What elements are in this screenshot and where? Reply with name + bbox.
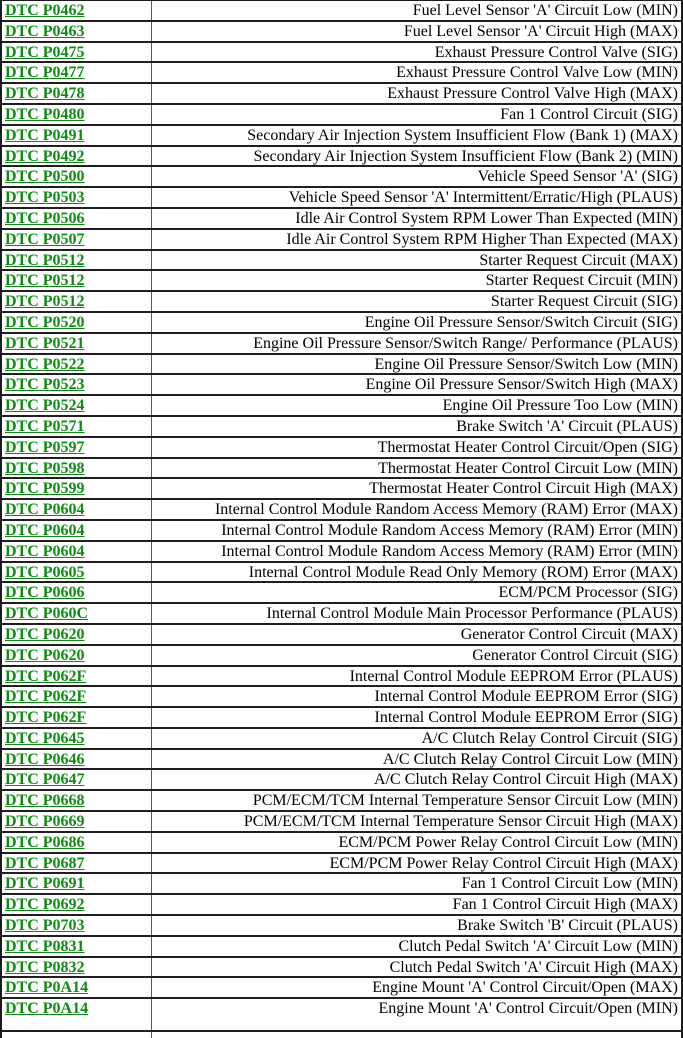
dtc-code-cell xyxy=(2,999,152,1030)
dtc-code-link[interactable]: DTC P060C xyxy=(5,605,89,623)
dtc-code-cell xyxy=(2,667,152,686)
dtc-code-cell xyxy=(2,126,152,145)
dtc-code-link[interactable]: DTC P0668 xyxy=(5,792,85,810)
dtc-code-link[interactable]: DTC P062F xyxy=(5,688,87,706)
dtc-code-link[interactable]: DTC P0463 xyxy=(5,22,85,40)
dtc-code-cell xyxy=(2,604,152,623)
dtc-code-cell xyxy=(2,937,152,956)
dtc-code-cell xyxy=(2,625,152,644)
dtc-code-cell xyxy=(2,500,152,519)
table-row xyxy=(2,292,681,313)
dtc-code-link[interactable]: DTC P0692 xyxy=(5,896,85,914)
dtc-code-cell xyxy=(2,251,152,270)
table-row xyxy=(2,63,681,84)
dtc-code-cell xyxy=(2,292,152,311)
dtc-code-link[interactable]: DTC P0500 xyxy=(5,168,85,186)
table-row xyxy=(2,355,681,376)
dtc-description: Thermostat Heater Control Circuit/Open (SIG) xyxy=(377,438,678,456)
dtc-description: Internal Control Module EEPROM Error (PLAUS) xyxy=(349,667,678,685)
table-row xyxy=(2,895,681,916)
dtc-code-cell xyxy=(2,583,152,602)
dtc-code-link[interactable]: DTC P0478 xyxy=(5,85,85,103)
table-row xyxy=(2,854,681,875)
dtc-description: A/C Clutch Relay Control Circuit Low (MIN) xyxy=(382,750,678,768)
dtc-code-link[interactable]: DTC P062F xyxy=(5,667,87,685)
dtc-description: ECM/PCM Power Relay Control Circuit Low (MIN) xyxy=(338,833,678,851)
dtc-code-link[interactable]: DTC P0604 xyxy=(5,542,85,560)
dtc-code-cell xyxy=(2,355,152,374)
dtc-code-link[interactable]: DTC P0703 xyxy=(5,917,85,935)
dtc-code-cell xyxy=(2,375,152,394)
dtc-description: Internal Control Module EEPROM Error (SIG) xyxy=(374,688,678,706)
dtc-description: Engine Oil Pressure Too Low (MIN) xyxy=(442,397,678,415)
table-row xyxy=(2,375,681,396)
dtc-description: Brake Switch 'A' Circuit (PLAUS) xyxy=(456,417,678,435)
table-row xyxy=(2,916,681,937)
dtc-description: Engine Oil Pressure Sensor/Switch High (MAX) xyxy=(365,376,678,394)
table-row xyxy=(2,542,681,563)
dtc-description: Starter Request Circuit (SIG) xyxy=(490,293,678,311)
dtc-code-link[interactable]: DTC P062F xyxy=(5,709,87,727)
table-row xyxy=(2,334,681,355)
dtc-code-link[interactable]: DTC P0477 xyxy=(5,64,85,82)
table-row xyxy=(2,396,681,417)
dtc-code-link[interactable]: DTC P0522 xyxy=(5,355,85,373)
table-row xyxy=(2,84,681,105)
dtc-description: Exhaust Pressure Control Valve Low (MIN) xyxy=(396,64,678,82)
dtc-code-cell xyxy=(2,812,152,831)
dtc-description: Fan 1 Control Circuit Low (MIN) xyxy=(461,875,678,893)
dtc-description: Internal Control Module EEPROM Error (SIG) xyxy=(374,709,678,727)
dtc-description: Vehicle Speed Sensor 'A' (SIG) xyxy=(477,168,678,186)
table-row xyxy=(2,1,681,22)
dtc-code-link[interactable]: DTC P0507 xyxy=(5,230,85,248)
dtc-code-cell xyxy=(2,313,152,332)
dtc-description: Internal Control Module Random Access Memory (RAM) Error (MIN) xyxy=(221,521,678,539)
dtc-code-cell xyxy=(2,84,152,103)
dtc-description: Generator Control Circuit (MAX) xyxy=(460,625,678,643)
table-row xyxy=(2,625,681,646)
table-row xyxy=(2,43,681,64)
dtc-code-cell xyxy=(2,958,152,977)
dtc-description: Engine Mount 'A' Control Circuit/Open (MAX) xyxy=(372,979,678,997)
dtc-code-cell xyxy=(2,43,152,62)
partial-row-cutoff xyxy=(2,1032,681,1038)
dtc-description: Secondary Air Injection System Insufficient Flow (Bank 1) (MAX) xyxy=(247,126,678,144)
dtc-description: Engine Mount 'A' Control Circuit/Open (MIN) xyxy=(378,1000,678,1018)
dtc-code-link[interactable]: DTC P0598 xyxy=(5,459,85,477)
dtc-code-cell xyxy=(2,791,152,810)
dtc-code-cell xyxy=(2,334,152,353)
dtc-code-cell xyxy=(2,438,152,457)
dtc-code-cell xyxy=(2,978,152,997)
dtc-code-cell xyxy=(2,895,152,914)
table-row xyxy=(2,833,681,854)
dtc-description: Internal Control Module Random Access Memory (RAM) Error (MIN) xyxy=(221,542,678,560)
dtc-description: Starter Request Circuit (MAX) xyxy=(479,251,678,269)
table-row xyxy=(2,105,681,126)
dtc-code-cell xyxy=(2,521,152,540)
table-row xyxy=(2,999,681,1032)
table-row xyxy=(2,188,681,209)
dtc-code-link[interactable]: DTC P0512 xyxy=(5,293,85,311)
dtc-code-link[interactable]: DTC P0512 xyxy=(5,251,85,269)
table-row xyxy=(2,563,681,584)
dtc-code-link[interactable]: DTC P0492 xyxy=(5,147,85,165)
table-row xyxy=(2,167,681,188)
dtc-code-cell xyxy=(2,209,152,228)
dtc-description: Fuel Level Sensor 'A' Circuit Low (MIN) xyxy=(412,2,678,19)
table-row xyxy=(2,147,681,168)
table-row xyxy=(2,521,681,542)
dtc-description: Fan 1 Control Circuit (SIG) xyxy=(500,105,678,123)
dtc-description: Exhaust Pressure Control Valve High (MAX) xyxy=(387,85,678,103)
dtc-description: A/C Clutch Relay Control Circuit High (MAX) xyxy=(374,771,678,789)
dtc-description: Internal Control Module Main Processor Performance (PLAUS) xyxy=(266,605,678,623)
dtc-code-link[interactable]: DTC P0832 xyxy=(5,958,85,976)
table-row xyxy=(2,604,681,625)
dtc-code-cell xyxy=(2,459,152,478)
dtc-code-link[interactable]: DTC P0520 xyxy=(5,313,85,331)
dtc-description: Secondary Air Injection System Insufficient Flow (Bank 2) (MIN) xyxy=(253,147,678,165)
dtc-description: ECM/PCM Processor (SIG) xyxy=(498,584,678,602)
dtc-description: Fan 1 Control Circuit High (MAX) xyxy=(452,896,678,914)
dtc-code-cell xyxy=(2,167,152,186)
dtc-code-link[interactable]: DTC P0A14 xyxy=(5,979,89,997)
table-row xyxy=(2,209,681,230)
dtc-code-link[interactable]: DTC P0669 xyxy=(5,813,85,831)
dtc-code-link[interactable]: DTC P0647 xyxy=(5,771,85,789)
dtc-code-cell xyxy=(2,1,152,20)
dtc-code-link[interactable]: DTC P0512 xyxy=(5,272,85,290)
dtc-code-link[interactable]: DTC P0480 xyxy=(5,105,85,123)
table-row xyxy=(2,874,681,895)
dtc-code-link[interactable]: DTC P0597 xyxy=(5,438,85,456)
table-row xyxy=(2,791,681,812)
table-row xyxy=(2,230,681,251)
dtc-code-link[interactable]: DTC P0645 xyxy=(5,729,85,747)
dtc-code-cell xyxy=(2,188,152,207)
dtc-code-link[interactable]: DTC P0691 xyxy=(5,875,85,893)
dtc-code-cell xyxy=(2,833,152,852)
table-row xyxy=(2,750,681,771)
dtc-description: PCM/ECM/TCM Internal Temperature Sensor Circuit High (MAX) xyxy=(243,813,678,831)
table-row xyxy=(2,22,681,43)
dtc-code-cell xyxy=(2,770,152,789)
dtc-description: Engine Oil Pressure Sensor/Switch Circuit (SIG) xyxy=(364,313,678,331)
table-row xyxy=(2,271,681,292)
dtc-description: Thermostat Heater Control Circuit Low (MIN) xyxy=(378,459,678,477)
dtc-code-link[interactable]: DTC P0523 xyxy=(5,376,85,394)
table-row xyxy=(2,646,681,667)
dtc-code-cell xyxy=(2,22,152,41)
table-row xyxy=(2,770,681,791)
table-row xyxy=(2,708,681,729)
dtc-code-link[interactable]: DTC P0521 xyxy=(5,334,85,352)
dtc-code-link[interactable]: DTC P0620 xyxy=(5,646,85,664)
table-row xyxy=(2,417,681,438)
dtc-code-cell xyxy=(2,687,152,706)
dtc-table-rows xyxy=(2,1,681,1032)
dtc-code-cell xyxy=(2,916,152,935)
table-row xyxy=(2,438,681,459)
dtc-code-cell xyxy=(2,874,152,893)
dtc-code-link[interactable]: DTC P0506 xyxy=(5,209,85,227)
table-row xyxy=(2,251,681,272)
dtc-code-cell xyxy=(2,396,152,415)
dtc-code-cell xyxy=(2,542,152,561)
dtc-code-link[interactable]: DTC P0462 xyxy=(5,2,85,19)
dtc-description: Idle Air Control System RPM Higher Than Expected (MAX) xyxy=(286,230,678,248)
dtc-code-link[interactable]: DTC P0503 xyxy=(5,189,85,207)
table-row xyxy=(2,687,681,708)
dtc-code-cell xyxy=(2,646,152,665)
dtc-description: Idle Air Control System RPM Lower Than Expected (MIN) xyxy=(295,209,678,227)
dtc-code-link[interactable]: DTC P0606 xyxy=(5,584,85,602)
dtc-description: Engine Oil Pressure Sensor/Switch Low (MIN) xyxy=(374,355,678,373)
table-row xyxy=(2,978,681,999)
dtc-code-cell xyxy=(2,105,152,124)
dtc-code-cell xyxy=(2,479,152,498)
dtc-code-link[interactable]: DTC P0571 xyxy=(5,417,85,435)
table-row xyxy=(2,313,681,334)
dtc-code-link[interactable]: DTC P0831 xyxy=(5,937,85,955)
dtc-description: Starter Request Circuit (MIN) xyxy=(485,272,678,290)
dtc-description: Thermostat Heater Control Circuit High (MAX) xyxy=(369,480,678,498)
dtc-description: Vehicle Speed Sensor 'A' Intermittent/Erratic/High (PLAUS) xyxy=(288,189,678,207)
dtc-code-cell xyxy=(2,271,152,290)
dtc-code-link[interactable]: DTC P0686 xyxy=(5,833,85,851)
dtc-code-cell xyxy=(2,708,152,727)
dtc-code-cell xyxy=(2,729,152,748)
dtc-description: Fuel Level Sensor 'A' Circuit High (MAX) xyxy=(403,22,678,40)
dtc-description: Internal Control Module Read Only Memory (ROM) Error (MAX) xyxy=(248,563,678,581)
dtc-description: Internal Control Module Random Access Memory (RAM) Error (MAX) xyxy=(214,501,678,519)
table-row xyxy=(2,500,681,521)
dtc-code-link[interactable]: DTC P0475 xyxy=(5,43,85,61)
dtc-description: A/C Clutch Relay Control Circuit (SIG) xyxy=(421,729,678,747)
dtc-code-cell xyxy=(2,417,152,436)
dtc-code-cell xyxy=(2,63,152,82)
dtc-description: Engine Oil Pressure Sensor/Switch Range/ Performance (PLAUS) xyxy=(253,334,678,352)
dtc-description: Brake Switch 'B' Circuit (PLAUS) xyxy=(457,917,678,935)
dtc-description: Exhaust Pressure Control Valve (SIG) xyxy=(434,43,678,61)
dtc-code-cell xyxy=(2,854,152,873)
dtc-code-cell xyxy=(2,147,152,166)
table-row xyxy=(2,958,681,979)
dtc-code-link[interactable]: DTC P0524 xyxy=(5,397,85,415)
table-row xyxy=(2,729,681,750)
dtc-description: ECM/PCM Power Relay Control Circuit High (MAX) xyxy=(329,854,678,872)
dtc-code-link[interactable]: DTC P0599 xyxy=(5,480,85,498)
table-row xyxy=(2,126,681,147)
table-row xyxy=(2,937,681,958)
dtc-description: Clutch Pedal Switch 'A' Circuit High (MAX) xyxy=(389,958,678,976)
dtc-code-cell xyxy=(2,230,152,249)
dtc-description xyxy=(152,1032,681,1038)
dtc-code-cell xyxy=(2,563,152,582)
dtc-description: Generator Control Circuit (SIG) xyxy=(472,646,678,664)
dtc-code-link[interactable]: DTC P0646 xyxy=(5,750,85,768)
table-row xyxy=(2,667,681,688)
table-row xyxy=(2,812,681,833)
table-row xyxy=(2,583,681,604)
table-row xyxy=(2,479,681,500)
dtc-code-cell xyxy=(2,750,152,769)
dtc-code-link[interactable]: DTC P0620 xyxy=(5,625,85,643)
dtc-code-link[interactable]: DTC P0604 xyxy=(5,521,85,539)
dtc-description: PCM/ECM/TCM Internal Temperature Sensor Circuit Low (MIN) xyxy=(252,792,678,810)
dtc-code-link[interactable]: DTC P0605 xyxy=(5,563,85,581)
table-row xyxy=(2,459,681,480)
dtc-code-link[interactable]: DTC P0687 xyxy=(5,854,85,872)
dtc-code-cell xyxy=(2,1032,152,1038)
dtc-code-link[interactable]: DTC P0604 xyxy=(5,501,85,519)
dtc-code-link[interactable]: DTC P0491 xyxy=(5,126,85,144)
dtc-description: Clutch Pedal Switch 'A' Circuit Low (MIN) xyxy=(398,937,678,955)
dtc-code-link[interactable]: DTC P0A14 xyxy=(5,1000,89,1018)
